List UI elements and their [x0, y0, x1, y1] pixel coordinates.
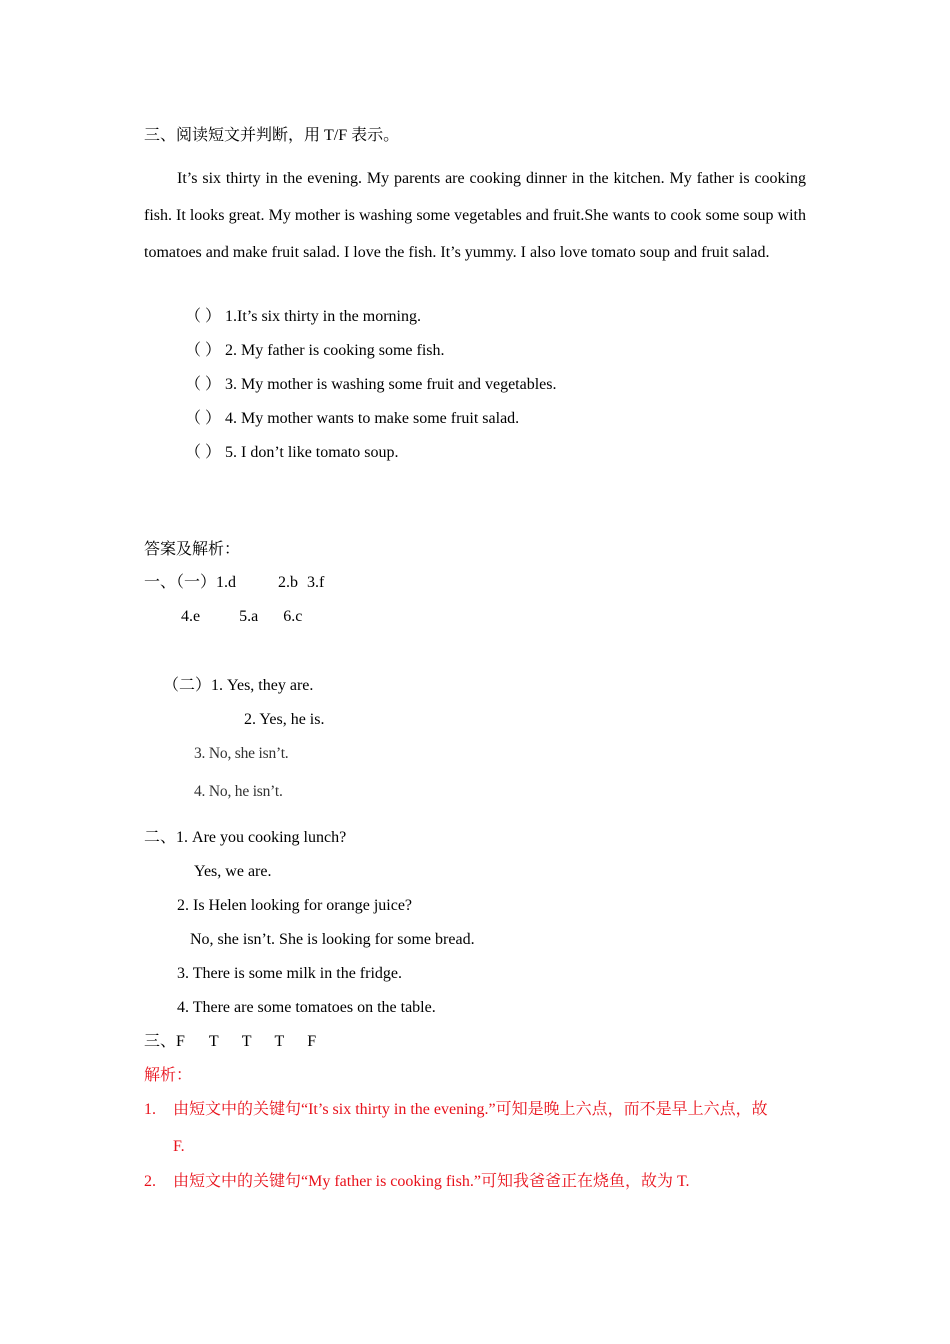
answer-blank[interactable]: （ ）	[185, 308, 222, 325]
answer-value: 3. There is some milk in the fridge.	[177, 965, 402, 982]
answer-value: 6.c	[283, 608, 303, 625]
answer-value: T	[241, 1033, 252, 1050]
answer-value: 1. Yes, they are.	[211, 677, 314, 694]
analysis-text: 由短文中的关键句“My father is cooking fish.”可知我爸爸正在烧鱼，故为 T.	[173, 1173, 690, 1190]
answer-row	[144, 1032, 316, 1052]
answer-blank[interactable]: （ ）	[185, 410, 222, 427]
answer-value: T	[208, 1033, 219, 1050]
tf-item-text: 1.It’s six thirty in the morning.	[225, 308, 421, 325]
answer-value: 2.b	[278, 574, 299, 591]
answer-row	[144, 828, 346, 848]
answer-row	[163, 676, 313, 696]
answer-value: 4. There are some tomatoes on the table.	[177, 999, 436, 1016]
tf-item	[185, 375, 557, 395]
answer-value: 2. Yes, he is.	[244, 711, 325, 728]
answer-value: No, she isn’t. She is looking for some bread.	[190, 931, 475, 948]
part-label: 二、	[144, 829, 177, 846]
answer-row	[144, 573, 324, 593]
reading-passage: It’s six thirty in the evening. My parents are cooking dinner in the kitchen. My father is cooking fish. It looks great. My mother is washing some vegetables and fruit.She wants to cook some soup with tomatoes and make fruit salad. I love the fish. It’s yummy. I also love tomato soup and fruit salad.	[144, 170, 806, 261]
section-heading: 三、阅读短文并判断，用 T/F 表示。	[144, 127, 400, 144]
answer-value: 1.d	[216, 574, 237, 591]
tf-item	[185, 443, 398, 463]
answer-value: 3.f	[307, 574, 325, 591]
answer-row	[181, 607, 302, 627]
answers-heading: 答案及解析：	[144, 541, 241, 558]
answer-value: 1. Are you cooking lunch?	[176, 829, 347, 846]
answer-value: 4. No, he isn’t.	[194, 783, 283, 800]
answer-value: F	[307, 1033, 317, 1050]
part-label: 三、	[144, 1033, 177, 1050]
answer-blank[interactable]: （ ）	[185, 444, 222, 461]
tf-item	[185, 409, 519, 429]
analysis-heading: 解析：	[144, 1067, 193, 1084]
answer-value: 3. No, she isn’t.	[194, 745, 289, 762]
tf-item-text: 2. My father is cooking some fish.	[225, 342, 445, 359]
answer-value: 2. Is Helen looking for orange juice?	[177, 897, 413, 914]
answer-blank[interactable]: （ ）	[185, 376, 222, 393]
tf-item	[185, 307, 421, 327]
tf-item-text: 5. I don’t like tomato soup.	[225, 444, 399, 461]
analysis-number: 1.	[144, 1101, 156, 1118]
answer-value: F	[176, 1033, 185, 1050]
part-label: 一、（一）	[144, 574, 217, 591]
tf-item-text: 4. My mother wants to make some fruit salad.	[225, 410, 520, 427]
analysis-text: F.	[173, 1138, 185, 1155]
answer-value: 4.e	[181, 608, 201, 625]
analysis-number: 2.	[144, 1173, 156, 1190]
tf-item	[185, 341, 445, 361]
answer-value: T	[274, 1033, 285, 1050]
part-label: （二）	[163, 677, 212, 694]
answer-value: 5.a	[239, 608, 259, 625]
tf-item-text: 3. My mother is washing some fruit and vegetables.	[225, 376, 557, 393]
answer-value: Yes, we are.	[194, 863, 272, 880]
answer-blank[interactable]: （ ）	[185, 342, 222, 359]
analysis-text: 由短文中的关键句“It’s six thirty in the evening.”可知是晚上六点，而不是早上六点，故	[173, 1101, 768, 1118]
